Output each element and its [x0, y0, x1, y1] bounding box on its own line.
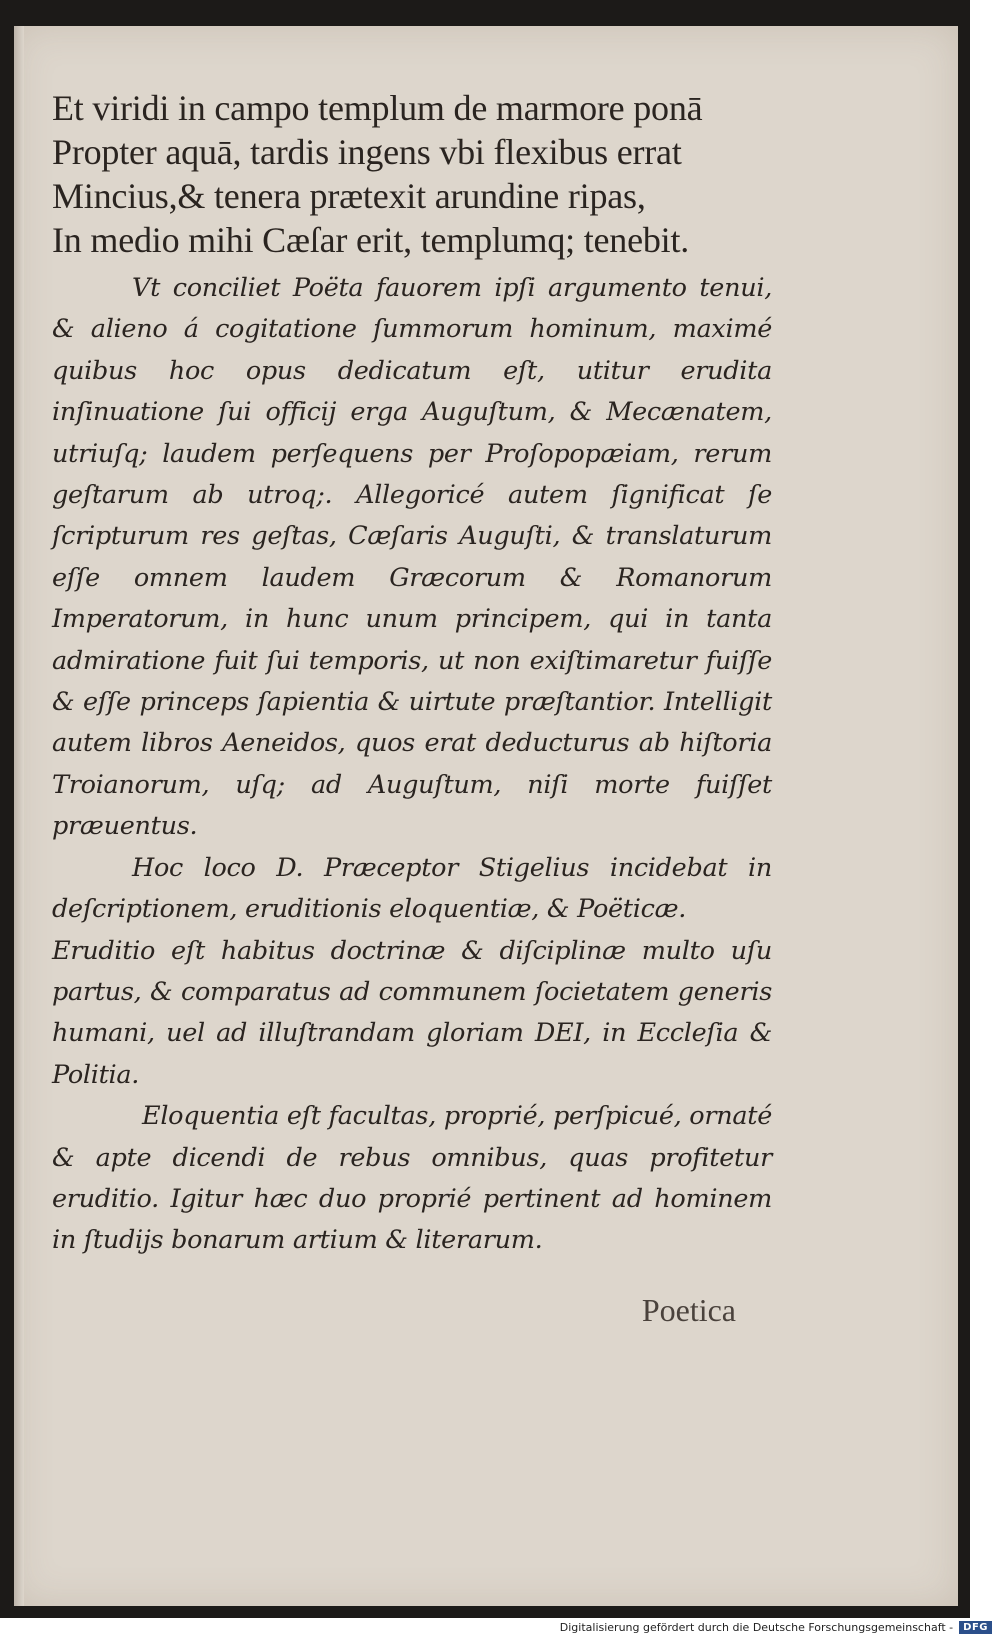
- page-gutter-shadow: [14, 26, 24, 1606]
- dfg-logo: DFG: [959, 1621, 992, 1634]
- commentary-paragraph-1: Vt conciliet Poëta fauorem ipſi argumento tenui, & alieno á cogitatione ſummorum hominum, maximé quibus hoc opus dedicatum eſt, utitur erudita inſinuatione ſui officij erga Auguſtum, & Mecænatem, utriuſq; laudem perſequens per Proſopopæiam, rerum geſtarum ab utroq;. Allegoricé autem ſignificat ſe ſcripturum res geſtas, Cæſaris Auguſti, & translaturum eſſe omnem laudem Græcorum & Romanorum Imperatorum, in hunc unum principem, qui in tanta admiratione fuit ſui temporis, ut non exiſtimaretur fuiſſe & eſſe princeps ſapientia & uirtute præſtantior. Intelligit autem libros Aeneidos, quos erat deducturus ab hiſtoria Troianorum, uſq; ad Auguſtum, niſi morte fuiſſet præuentus.: [52, 273, 772, 842]
- verse-line-4: In medio mihi Cæſar erit, templumq; tenebit.: [52, 220, 690, 260]
- footer-credit-text: Digitalisierung gefördert durch die Deutsche Forschungsgemeinschaft -: [559, 1620, 954, 1634]
- digitization-footer: [560, 1618, 992, 1636]
- commentary-paragraph-4: Eloquentia eſt facultas, proprié, perſpicué, ornaté & apte dicendi de rebus omnibus, quas profitetur eruditio. Igitur hæc duo proprié pertinent ad hominem in ſtudijs bonarum artium & literarum.: [52, 1101, 772, 1256]
- verse-line-2: Propter aquā, tardis ingens vbi flexibus errat: [52, 132, 682, 172]
- page-text: [52, 86, 772, 1262]
- book-page: [14, 26, 958, 1606]
- verse-line-3: Mincius,& tenera prætexit arundine ripas,: [52, 176, 646, 216]
- catchword: Poetica: [641, 1292, 736, 1328]
- commentary-paragraph-3: Eruditio eſt habitus doctrinæ & diſciplinæ multo uſu partus, & comparatus ad communem ſocietatem generis humani, uel ad illuſtrandam gloriam DEI, in Eccleſia & Politia.: [52, 935, 772, 1090]
- verse-line-1: Et viridi in campo templum de marmore ponā: [52, 88, 703, 128]
- commentary-paragraph-2: Hoc loco D. Præceptor Stigelius incidebat in deſcriptionem, eruditionis eloquentiæ, & Poëticæ.: [52, 852, 772, 925]
